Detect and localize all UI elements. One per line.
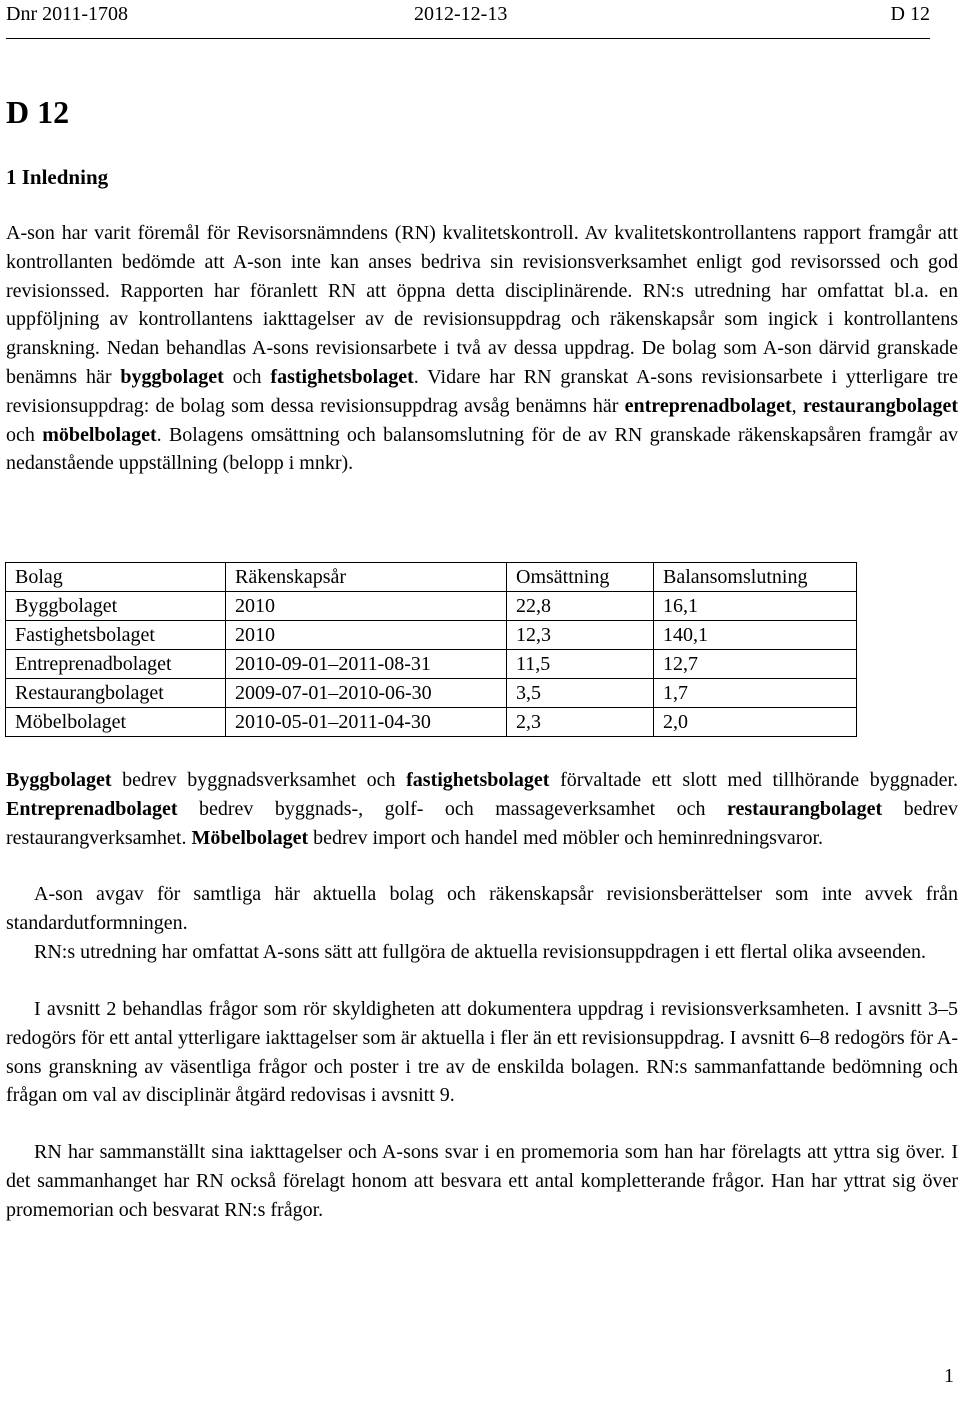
intro-paragraph xyxy=(6,219,958,478)
table-cell: Byggbolaget xyxy=(6,592,226,621)
table-cell: 2010-05-01–2011-04-30 xyxy=(226,708,507,737)
table-cell: 2010-09-01–2011-08-31 xyxy=(226,650,507,679)
table-cell: 2009-07-01–2010-06-30 xyxy=(226,679,507,708)
desc-text: bedrev restaurangverksamhet. xyxy=(6,797,959,849)
term-entreprenadbolaget: Entreprenadbolaget xyxy=(6,797,178,820)
desc-text: bedrev import och handel med möbler och heminredningsvaror. xyxy=(313,826,823,849)
intro-comma: , xyxy=(791,394,797,417)
table-cell: 12,3 xyxy=(507,621,654,650)
intro-conj-2: och xyxy=(6,423,35,446)
audit-reports-paragraph: A-son avgav för samtliga här aktuella bolag och räkenskapsår revisionsberättelser som inte avvek från standardutformningen. xyxy=(6,883,958,934)
investigation-scope-paragraph: RN:s utredning har omfattat A-sons sätt att fullgöra de aktuella revisionsuppdragen i ett flertal olika avseenden. xyxy=(34,941,926,963)
header-doc-id: D 12 xyxy=(890,3,930,25)
table-cell: 2010 xyxy=(226,621,507,650)
table-cell: 11,5 xyxy=(507,650,654,679)
desc-text: bedrev byggnadsverksamhet och xyxy=(122,769,396,791)
table-cell: Fastighetsbolaget xyxy=(6,621,226,650)
table-cell: 3,5 xyxy=(507,679,654,708)
table-cell: 1,7 xyxy=(654,679,857,708)
page-header xyxy=(6,0,930,39)
desc-text: bedrev byggnads-, golf- och massageverksamhet och xyxy=(198,797,706,820)
sections-overview-paragraph: I avsnitt 2 behandlas frågor som rör skyldigheten att dokumentera uppdrag i revisionsverksamheten. I avsnitt 3–5 redogörs för ett antal ytterligare iakttagelser som är aktuella i fler än ett revisionsuppdrag. I avsnitt 6–8 redogörs för A-sons granskning av väsentliga frågor och poster i tre av de enskilda bolagen. RN:s sammanfattande bedömning och frågan om val av disciplinär åtgärd redovisas i avsnitt 9. xyxy=(6,998,958,1107)
table-cell: 16,1 xyxy=(654,592,857,621)
term-mobelbolaget: möbelbolaget xyxy=(42,423,157,446)
table-header-cell: Balansomslutning xyxy=(654,563,857,592)
page-number: 1 xyxy=(944,1365,954,1387)
table-row xyxy=(6,708,857,737)
term-byggbolaget: Byggbolaget xyxy=(6,769,112,791)
company-table xyxy=(5,562,857,737)
intro-text-3: . Bolagens omsättning och balansomslutning för de av RN granskade räkenskapsåren framgår av nedanstående uppställning (belopp i mnkr). xyxy=(6,423,959,475)
intro-text-1: A-son har varit föremål för Revisorsnämndens (RN) kvalitetskontroll. Av kvalitetskontrollantens rapport framgår att kontrollanten bedömde att A-son inte kan anses bedriva sin revisionsverksamhet enligt god revisorssed och god revisionssed. Rapporten har föranlett RN att öppna detta disciplinärende. RN:s utredning har omfattat bl.a. en uppföljning av kontrollantens iakttagelser av de revisionsuppdrag och räkenskapsår som ingick i kontrollantens granskning. Nedan behandlas A-sons revisionsarbete i två av dessa uppdrag. De bolag som A-son därvid granskade benämns här xyxy=(6,222,958,388)
table-cell: 22,8 xyxy=(507,592,654,621)
intro-conj-1: och xyxy=(232,365,262,388)
table-cell: 2,3 xyxy=(507,708,654,737)
table-cell: 2010 xyxy=(226,592,507,621)
diary-number: Dnr 2011-1708 xyxy=(6,3,129,25)
term-byggbolaget: byggbolaget xyxy=(120,365,224,388)
term-mobelbolaget: Möbelbolaget xyxy=(191,826,309,849)
table-row xyxy=(6,679,857,708)
term-fastighetsbolaget: fastighetsbolaget xyxy=(406,769,550,791)
table-header-row xyxy=(6,563,857,592)
intro-text-2: . Vidare har RN granskat A-sons revisionsarbete i ytterligare tre revisionsuppdrag: de bolag som dessa revisionsuppdrag avsåg benämns här xyxy=(6,365,959,417)
table-header-cell: Räkenskapsår xyxy=(226,563,507,592)
table-row xyxy=(6,621,857,650)
header-date: 2012-12-13 xyxy=(414,3,508,25)
table-header-cell: Bolag xyxy=(6,563,226,592)
table-cell: Möbelbolaget xyxy=(6,708,226,737)
table-row xyxy=(6,592,857,621)
companies-description xyxy=(6,766,958,852)
table-cell: Restaurangbolaget xyxy=(6,679,226,708)
section-heading: 1 Inledning xyxy=(6,165,109,189)
memorandum-paragraph: RN har sammanställt sina iakttagelser och A-sons svar i en promemoria som han har förelagts att yttra sig över. I det sammanhanget har RN också förelagt honom att besvara ett antal kompletterande frågor. Han har yttrat sig över promemorian och besvarat RN:s frågor. xyxy=(6,1141,958,1221)
term-entreprenadbolaget: entreprenadbolaget xyxy=(624,394,792,417)
desc-text: förvaltade ett slott med tillhörande byggnader. xyxy=(560,769,959,791)
term-restaurangbolaget: restaurangbolaget xyxy=(726,797,883,820)
table-cell: 2,0 xyxy=(654,708,857,737)
term-fastighetsbolaget: fastighetsbolaget xyxy=(270,365,414,388)
table-header-cell: Omsättning xyxy=(507,563,654,592)
term-restaurangbolaget: restaurangbolaget xyxy=(802,394,959,417)
table-cell: 12,7 xyxy=(654,650,857,679)
table-cell: 140,1 xyxy=(654,621,857,650)
document-title: D 12 xyxy=(6,94,70,130)
table-row xyxy=(6,650,857,679)
table-cell: Entreprenadbolaget xyxy=(6,650,226,679)
